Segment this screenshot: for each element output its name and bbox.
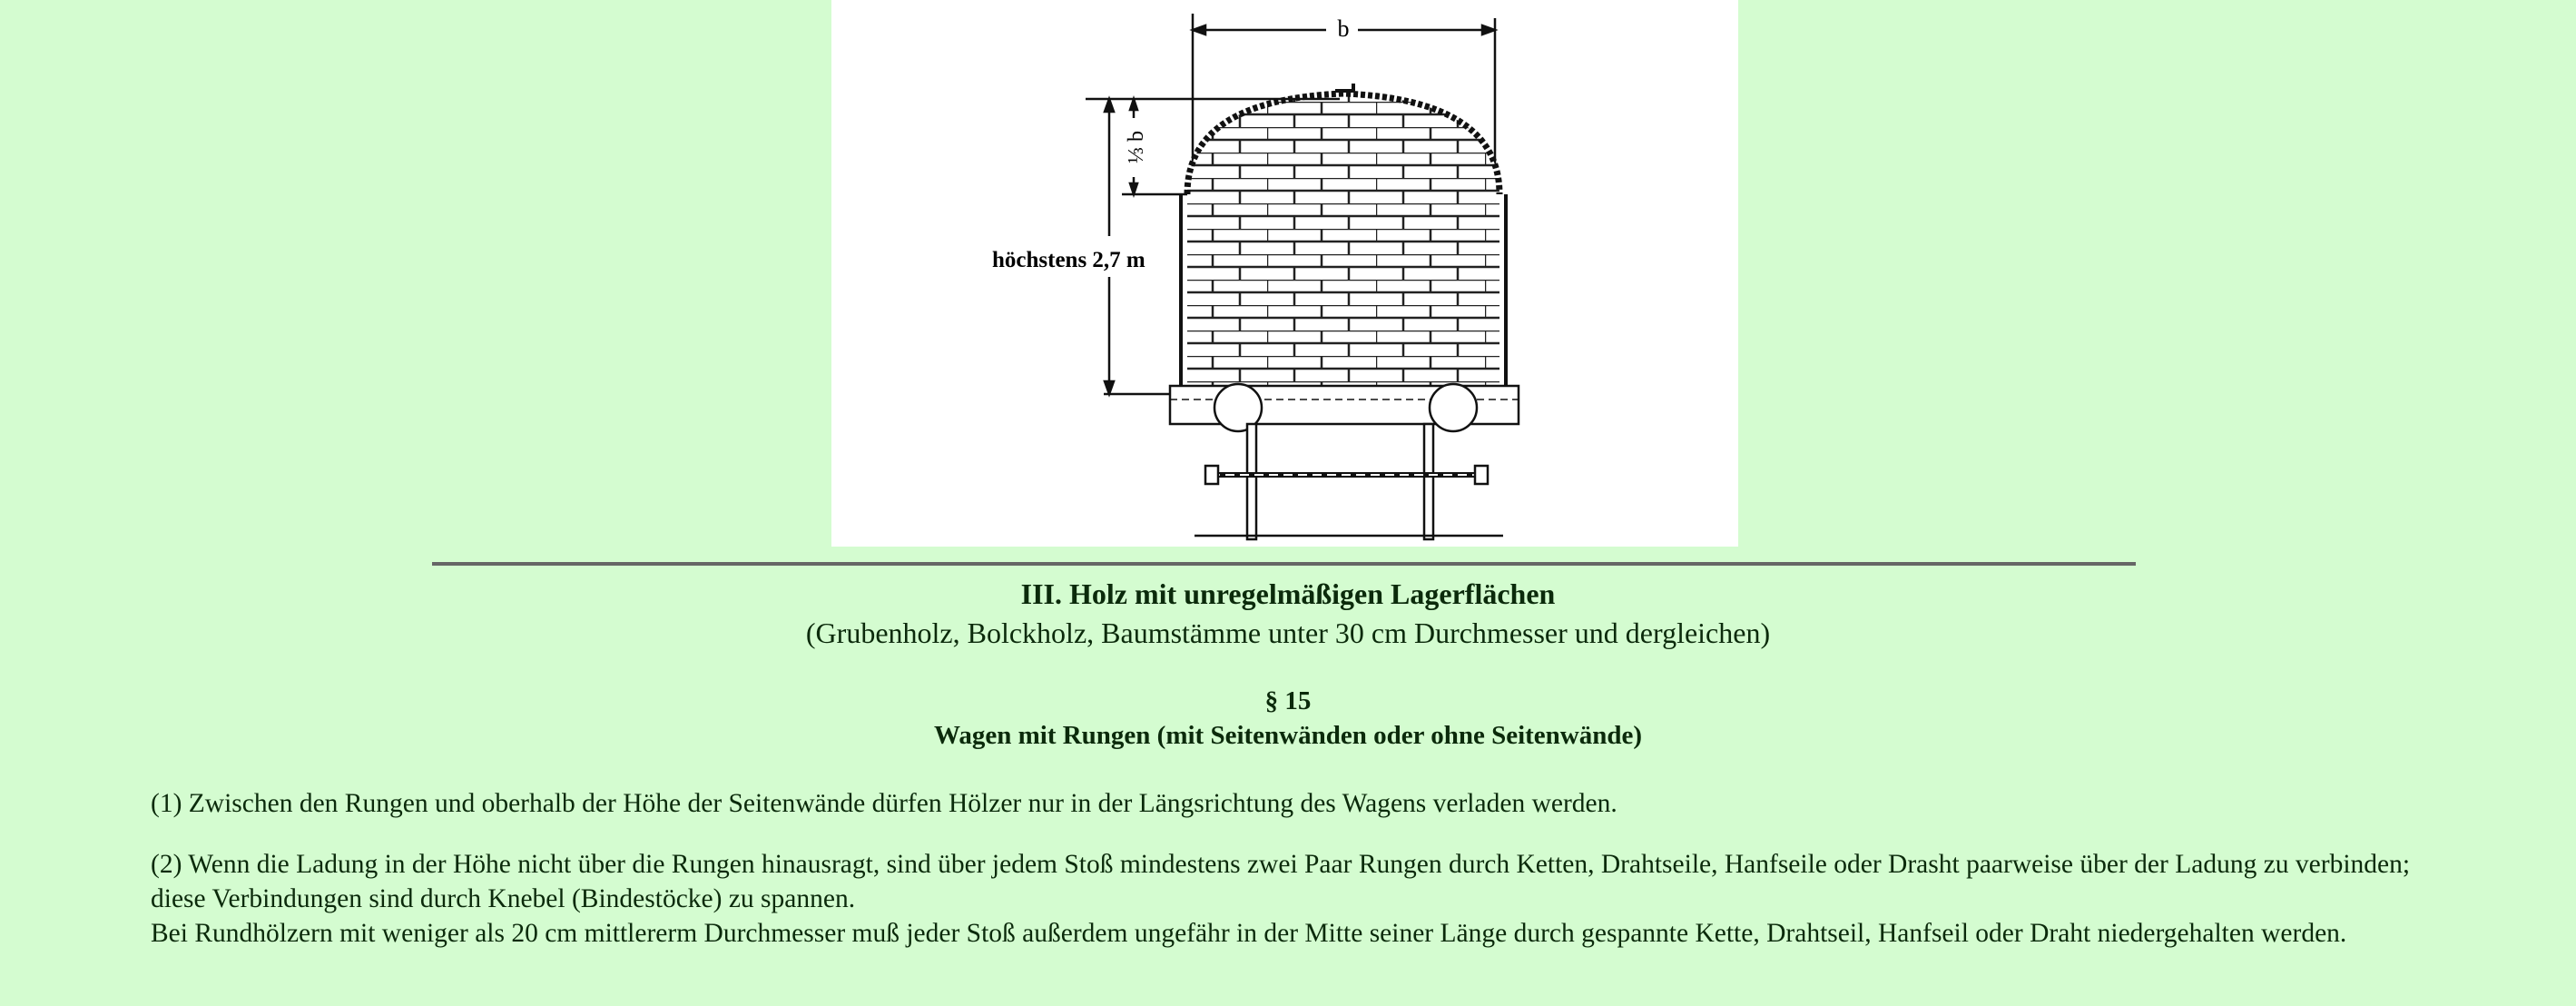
wagon-loading-diagram [831, 0, 1738, 547]
section-title: III. Holz mit unregelmäßigen Lagerflächen [1020, 577, 1556, 610]
paragraph-number: § 15 [1264, 686, 1312, 715]
width-dimension-label: b [1337, 15, 1350, 42]
arch-height-label: ⅓ b [1125, 131, 1148, 163]
paragraph-2 [151, 847, 2438, 951]
horizontal-rule [432, 562, 2136, 566]
max-height-label: höchstens 2,7 m [992, 248, 1145, 272]
paragraph-2-text: (2) Wenn die Ladung in der Höhe nicht über die Rungen hinausragt, sind über jedem Stoß mindestens zwei Paar Rungen durch Ketten, Drahtseile, Hanfseile oder Drasht paarweise über der Ladung zu verbinden; diese Verbindungen sind durch Knebel (Bindestöcke) zu spannen. [151, 850, 2411, 913]
paragraph-1: (1) Zwischen den Rungen und oberhalb der Höhe der Seitenwände dürfen Hölzer nur in der Längsrichtung des Wagens verladen werden. [151, 789, 1617, 818]
wagon-drawing [831, 0, 1738, 547]
paragraph-2-continuation: Bei Rundhölzern mit weniger als 20 cm mittlererm Durchmesser muß jeder Stoß außerdem ungefähr in der Mitte seiner Länge durch gespannte Kette, Drahtseil, Hanfseil oder Draht niedergehalten werden. [151, 919, 2347, 948]
section-subtitle: (Grubenholz, Bolckholz, Baumstämme unter 30 cm Durchmesser und dergleichen) [805, 616, 1771, 649]
paragraph-title: Wagen mit Rungen (mit Seitenwänden oder ohne Seitenwände) [933, 721, 1643, 750]
